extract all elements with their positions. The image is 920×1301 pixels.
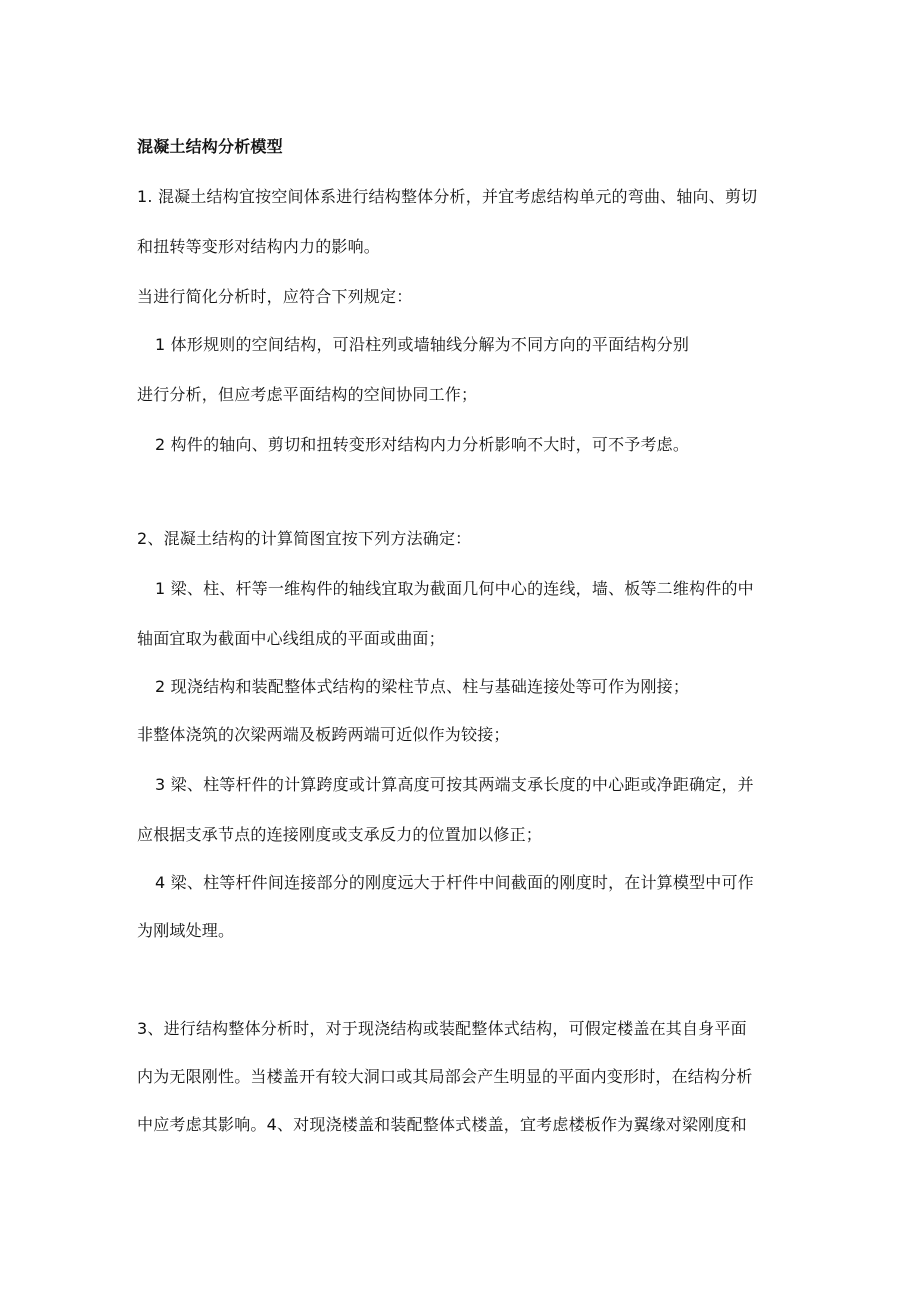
paragraph-line: 1. 混凝土结构宜按空间体系进行结构整体分析，并宜考虑结构单元的弯曲、轴向、剪切 bbox=[137, 187, 758, 206]
paragraph-line: 应根据支承节点的连接刚度或支承反力的位置加以修正； bbox=[137, 825, 543, 844]
paragraph-line: 1 梁、柱、杆等一维构件的轴线宜取为截面几何中心的连线，墙、板等二维构件的中 bbox=[155, 579, 754, 598]
paragraph-line: 2 现浇结构和装配整体式结构的梁柱节点、柱与基础连接处等可作为刚接； bbox=[155, 677, 690, 696]
document-title: 混凝土结构分析模型 bbox=[137, 137, 283, 156]
paragraph-line: 内为无限刚性。当楼盖开有较大洞口或其局部会产生明显的平面内变形时，在结构分析 bbox=[137, 1067, 753, 1086]
paragraph-line: 非整体浇筑的次梁两端及板跨两端可近似作为铰接； bbox=[137, 725, 510, 744]
paragraph-line: 和扭转等变形对结构内力的影响。 bbox=[137, 237, 381, 256]
paragraph-line: 3、进行结构整体分析时，对于现浇结构或装配整体式结构，可假定楼盖在其自身平面 bbox=[137, 1019, 747, 1038]
paragraph-line: 3 梁、柱等杆件的计算跨度或计算高度可按其两端支承长度的中心距或净距确定，并 bbox=[155, 775, 754, 794]
paragraph-line: 进行分析，但应考虑平面结构的空间协同工作； bbox=[137, 385, 478, 404]
paragraph-line: 1 体形规则的空间结构，可沿柱列或墙轴线分解为不同方向的平面结构分别 bbox=[155, 335, 690, 354]
paragraph-line: 2 构件的轴向、剪切和扭转变形对结构内力分析影响不大时，可不予考虑。 bbox=[155, 435, 690, 454]
paragraph-line: 为刚域处理。 bbox=[137, 921, 235, 940]
paragraph-line: 中应考虑其影响。4、对现浇楼盖和装配整体式楼盖，宜考虑楼板作为翼缘对梁刚度和 bbox=[137, 1115, 747, 1134]
paragraph-line: 轴面宜取为截面中心线组成的平面或曲面； bbox=[137, 629, 445, 648]
paragraph-line: 4 梁、柱等杆件间连接部分的刚度远大于杆件中间截面的刚度时，在计算模型中可作 bbox=[155, 873, 754, 892]
paragraph-line: 当进行简化分析时，应符合下列规定： bbox=[137, 287, 413, 306]
paragraph-line: 2、混凝土结构的计算简图宜按下列方法确定： bbox=[137, 529, 472, 548]
